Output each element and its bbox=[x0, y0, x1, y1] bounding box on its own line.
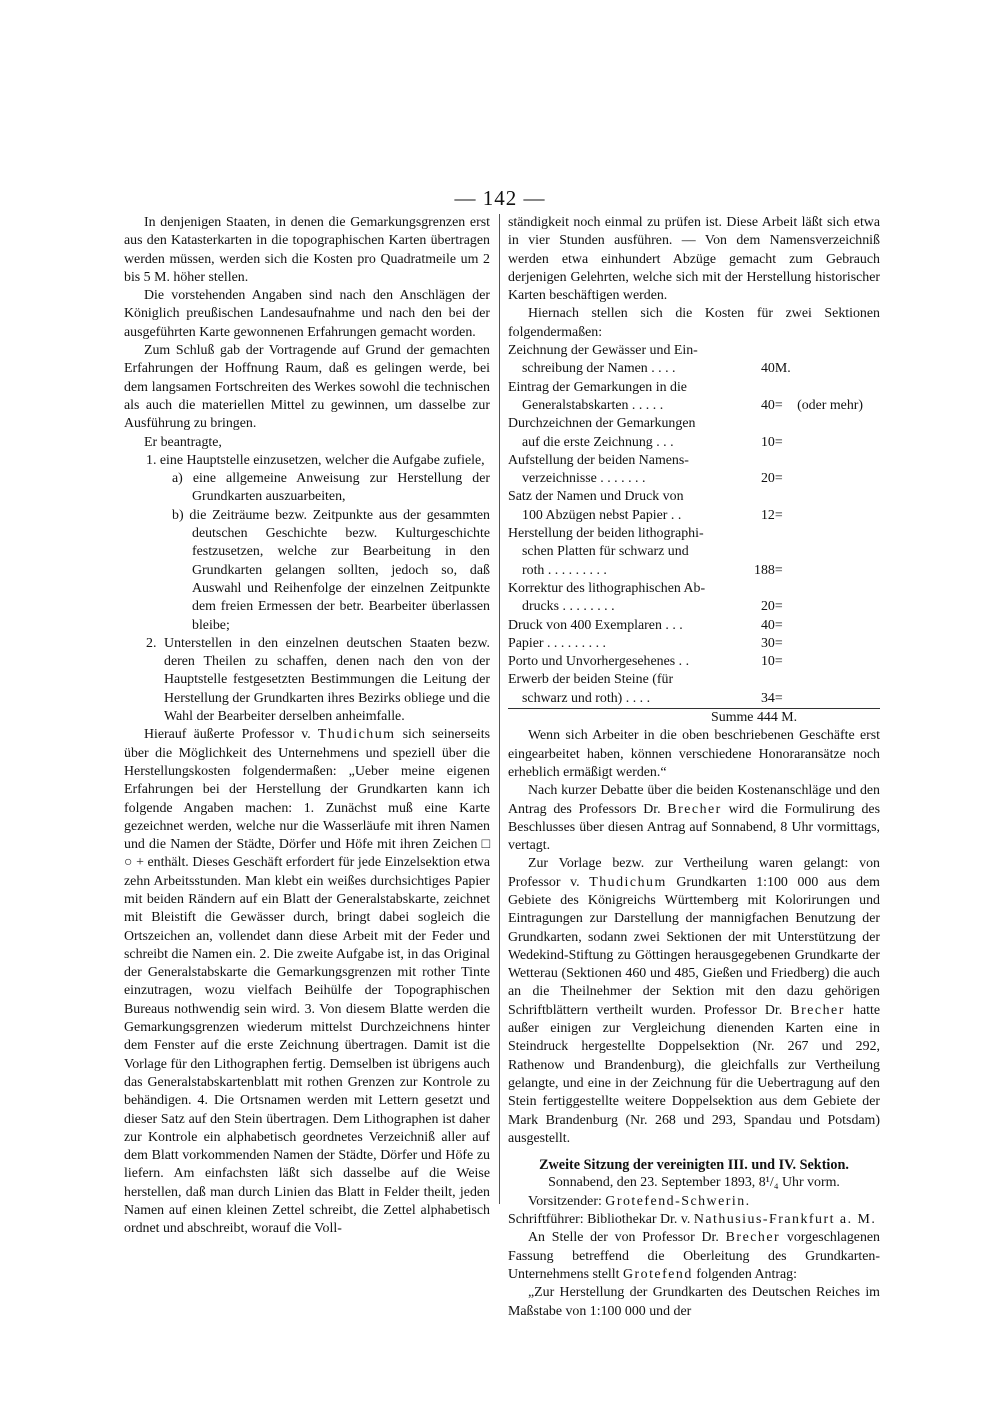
cost-row bbox=[508, 635, 880, 653]
paragraph: Er beantragte, bbox=[144, 434, 222, 450]
text-run: Vorsitzender: bbox=[528, 1193, 606, 1209]
cost-note bbox=[797, 671, 880, 708]
cost-amount: 40 bbox=[760, 397, 775, 413]
cost-amount: 34 bbox=[760, 690, 775, 706]
cost-amount: 20 bbox=[760, 471, 775, 487]
cost-description-line: schreibung der Namen . . . . bbox=[522, 361, 676, 377]
cost-unit: = bbox=[774, 471, 783, 487]
cost-unit: = bbox=[774, 654, 783, 670]
cost-amount: 20 bbox=[760, 599, 775, 615]
cost-unit: M. bbox=[774, 361, 791, 377]
cost-description-line: Korrektur des lithographischen Ab- bbox=[508, 580, 706, 596]
list-subitem: a) eine allgemeine Anweisung zur Herstellung der Grundkarten auszuarbeiten, bbox=[172, 471, 490, 505]
text-run: vorgeschlagenen Fassung betreffend die Oberleitung des Grundkarten-Unternehmens stellt bbox=[508, 1230, 880, 1282]
cost-row bbox=[508, 415, 880, 452]
date-line: Sonnabend, den 23. September 1893, 8¹/₄ Uhr vorm. bbox=[548, 1175, 840, 1191]
person-name: Grotefend bbox=[622, 1266, 693, 1282]
text-run: Nach kurzer Debatte über die beiden Kostenanschläge und den Antrag des Professors Dr. bbox=[508, 783, 880, 817]
cost-description bbox=[508, 525, 741, 580]
cost-amount: 12 bbox=[760, 507, 775, 523]
person-name: Nathusius-Frankfurt a. M. bbox=[693, 1212, 877, 1228]
cost-description-line: 100 Abzügen nebst Papier . . bbox=[522, 507, 682, 523]
cost-description-line: Aufstellung der beiden Namens- bbox=[508, 452, 689, 468]
paragraph: ständigkeit noch einmal zu prüfen ist. Diese Arbeit läßt sich etwa in vier Stunden ausführen. — Von dem Namensverzeichniß werden etwa einhundert Abzüge gemacht zum Gebrauch derjenigen Gelehrten, welche sich mit der Herstellung historischer Karten beschäftigen werden. bbox=[508, 215, 880, 304]
column-divider bbox=[499, 214, 500, 1204]
cost-description-line: Herstellung der beiden lithographi- bbox=[508, 526, 704, 542]
paragraph bbox=[508, 782, 880, 855]
paragraph bbox=[508, 1229, 880, 1284]
cost-description bbox=[508, 617, 741, 635]
cost-description bbox=[508, 671, 741, 708]
cost-row bbox=[508, 617, 880, 635]
cost-row bbox=[508, 525, 880, 580]
person-name: Grotefend-Schwerin. bbox=[605, 1193, 751, 1209]
cost-description-line: roth . . . . . . . . . bbox=[522, 562, 607, 578]
text-run: Grundkarten 1:100 000 aus dem Gebiete des Königreichs Württemberg mit Kolorirungen und Eintragungen zur Darstellung der mannigfachen Benutzung der Grundkarten, sodann zwei Sektionen der mit Unterstützung der Wedekind-Stiftung zu Göttingen herausgegebenen Grundkarte der Wetterau (Sektionen 460 und 485, Gießen und Friedberg) die auch an die Theilnehmer der Sektion mit den dazu gehörigen Schriftblättern vertheilt wurden. Professor Dr. bbox=[508, 874, 880, 1018]
cost-amount: 30 bbox=[760, 635, 775, 651]
cost-description-line: verzeichnisse . . . . . . . bbox=[522, 471, 646, 487]
cost-unit: = bbox=[774, 434, 783, 450]
cost-row bbox=[508, 452, 880, 489]
cost-description-line: drucks . . . . . . . . bbox=[522, 599, 615, 615]
cost-note bbox=[797, 488, 880, 525]
person-name: Brecher bbox=[667, 801, 722, 817]
cost-unit: = bbox=[774, 617, 783, 633]
list-item: 2. Unterstellen in den einzelnen deutschen Staaten bezw. deren Theilen zu schaffen, denen nach den von der Hauptstelle festgesetzten Bestimmungen die Leitung der Herstellung der Grundkarten ihres Bezirks obliege und die Wahl der Bearbeiter derselben anheimfalle. bbox=[146, 635, 490, 725]
paragraph: Hiernach stellen sich die Kosten für zwei Sektionen folgendermaßen: bbox=[508, 306, 880, 340]
text-run: Zur Vorlage bezw. zur Vertheilung waren gelangt: von Professor v. bbox=[508, 856, 880, 890]
text-run: hatte außer einigen zur Vergleichung dienenden Karten eine in Steindruck hergestellte Doppelsektion (Nr. 267 und 292, Rathenow und Brandenburg), die gleichfalls zur Vertheilung gelangte, und eine in der Zeichnung für die Uebertragung auf den Stein fertiggestellte weitere Doppelsektion aus dem Gebiete der Mark Brandenburg (Nr. 268 und 293, Spandau und Potsdam) ausgestellt. bbox=[508, 1002, 880, 1146]
cost-description-line: Durchzeichnen der Gemarkungen bbox=[508, 416, 696, 432]
chair-line bbox=[508, 1193, 880, 1211]
cost-note bbox=[797, 415, 880, 452]
cost-amount: 10 bbox=[760, 654, 775, 670]
paragraph: Wenn sich Arbeiter in die oben beschriebenen Geschäfte erst eingearbeitet haben, können verschiedene Honoraransätze noch erheblich ermäßigt werden.“ bbox=[508, 728, 880, 780]
cost-amount: 40 bbox=[760, 361, 775, 377]
cost-unit: = bbox=[774, 599, 783, 615]
cost-row bbox=[508, 379, 880, 416]
cost-row bbox=[508, 488, 880, 525]
cost-row bbox=[508, 342, 880, 379]
page-number: — 142 — bbox=[454, 186, 546, 210]
person-name: Thudichum bbox=[317, 727, 396, 743]
cost-description bbox=[508, 452, 741, 489]
cost-note: (oder mehr) bbox=[797, 397, 864, 413]
cost-note bbox=[797, 653, 880, 671]
cost-description bbox=[508, 415, 741, 452]
cost-table-body bbox=[508, 342, 880, 708]
cost-unit: = bbox=[774, 397, 783, 413]
cost-description-line: Generalstabskarten . . . . . bbox=[522, 397, 664, 413]
cost-note bbox=[797, 525, 880, 580]
cost-description bbox=[508, 635, 741, 653]
cost-note bbox=[797, 617, 880, 635]
cost-note bbox=[797, 635, 880, 653]
cost-note bbox=[797, 580, 880, 617]
cost-description-line: Porto und Unvorhergesehenes . . bbox=[508, 654, 690, 670]
cost-description-line: Satz der Namen und Druck von bbox=[508, 489, 684, 505]
list-subitem: b) die Zeiträume bezw. Zeitpunkte aus der gesammten deutschen Geschichte bezw. Kulturgeschichte festzusetzen, welche zur Bearbeitung in den Grundkarten gelangen sollten, jedoch so, daß Auswahl und Reihenfolge der einzelnen Zeitpunkte dem freien Ermessen der betr. Bearbeiter überlassen bleibe; bbox=[172, 507, 490, 633]
cost-description bbox=[508, 379, 741, 416]
text-run: folgenden Antrag: bbox=[692, 1266, 797, 1282]
cost-unit: = bbox=[774, 507, 783, 523]
cost-row bbox=[508, 580, 880, 617]
cost-sum-row bbox=[508, 709, 880, 728]
right-column bbox=[508, 214, 880, 1321]
cost-description-line: Druck von 400 Exemplaren . . . bbox=[508, 617, 683, 633]
secretary-line bbox=[508, 1211, 880, 1229]
cost-unit: = bbox=[774, 690, 783, 706]
text-run: wird die Formulirung des Beschlusses über diesen Antrag auf Sonnabend, 8 Uhr vormittags, vertagt. bbox=[508, 801, 880, 854]
left-column bbox=[124, 214, 490, 1239]
paragraph bbox=[508, 855, 880, 1148]
cost-table bbox=[508, 342, 880, 727]
cost-row bbox=[508, 653, 880, 671]
cost-description bbox=[508, 580, 741, 617]
person-name: Thudichum bbox=[589, 874, 667, 890]
cost-note bbox=[797, 452, 880, 489]
cost-description-line: Eintrag der Gemarkungen in die bbox=[508, 379, 687, 395]
cost-description-line: schwarz und roth) . . . . bbox=[522, 690, 651, 706]
section-heading: Zweite Sitzung der vereinigten III. und IV. Sektion. bbox=[539, 1157, 849, 1174]
cost-description-line: Zeichnung der Gewässer und Ein- bbox=[508, 343, 698, 359]
cost-description-line: Erwerb der beiden Steine (für bbox=[508, 672, 674, 688]
cost-description bbox=[508, 653, 741, 671]
cost-description bbox=[508, 342, 741, 379]
text-run: An Stelle der von Professor Dr. bbox=[528, 1230, 726, 1246]
cost-description-line: schen Platten für schwarz und bbox=[522, 544, 689, 560]
paragraph bbox=[124, 726, 490, 1238]
cost-amount: 10 bbox=[760, 434, 775, 450]
person-name: Brecher bbox=[725, 1230, 781, 1246]
text-run: Hierauf äußerte Professor v. bbox=[144, 727, 318, 743]
cost-unit: = bbox=[774, 635, 783, 651]
cost-amount: 40 bbox=[760, 617, 775, 633]
cost-note bbox=[797, 342, 880, 379]
cost-sum: Summe 444 M. bbox=[508, 709, 797, 728]
cost-row bbox=[508, 671, 880, 708]
cost-unit: = bbox=[774, 562, 783, 578]
person-name: Brecher bbox=[790, 1002, 845, 1018]
text-run: Schriftführer: Bibliothekar Dr. v. bbox=[508, 1212, 694, 1228]
cost-description-line: Papier . . . . . . . . . bbox=[508, 635, 606, 651]
paragraph: „Zur Herstellung der Grundkarten des Deutschen Reiches im Maßstabe von 1:100 000 und der bbox=[508, 1285, 880, 1319]
text-run: sich seinerseits über die Möglichkeit des Unternehmens und speziell über die Herstellungskosten folgendermaßen: „Ueber meine eigenen Erfahrungen bei der Herstellung der Grundkarten kann ich folgende Angaben machen: 1. Zunächst muß eine Karte gezeichnet werden, welche nur die Wasserläufe mit ihren Namen und die Namen der Städte, Dörfer und Höfe mit ihren Zeichen □ ○ + enthält. Dieses Geschäft erfordert für jede Einzelsektion etwa zehn Arbeitsstunden. Man klebt ein weißes durchsichtiges Papier mit beiden Rändern auf ein Blatt der Generalstabskarte, zeichnet mit Bleistift die Gewässer durch, bringt dabei sogleich die Ortszeichen an, vollendet dann diese Arbeit mit der Feder und schreibt die Namen ein. 2. Die zweite Aufgabe ist, in das Original der Generalstabskarte die Gemarkungsgrenzen mit rother Tinte einzutragen, wozu vielfach Beihülfe der Topographischen Bureaus nothwendig sein wird. 3. Von diesem Blatte werden die Gemarkungsgrenzen wiederum mittelst Durchzeichnens hinter dem Fenster auf die erste Zeichnung übertragen. Damit ist die Vorlage für den Lithographen fertig. Demselben ist übrigens auch das Generalstabskartenblatt mit rothen Grenzen zur Kontrole zu behändigen. 4. Die Ortsnamen werden mit Lettern gesetzt und dieser Satz auf den Stein übertragen. Dem Lithographen ist daher zur Kontrole ein alphabetisch geordnetes Verzeichniß aller auf dem Blatt vorkommenden Namen der Städte, Dörfer und Höfe zu liefern. Am einfachsten läßt sich dasselbe auf die Weise herstellen, daß man durch Linien das Blatt in Felder theilt, jeden Namen auf einen kleinen Zettel schreibt, die Zettel alphabetisch ordnet und abschreibt, worauf die Voll- bbox=[124, 727, 491, 1237]
cost-amount: 188 bbox=[754, 562, 775, 578]
paragraph: Zum Schluß gab der Vortragende auf Grund der gemachten Erfahrungen der Hoffnung Raum, daß es gelingen werde, bei dem langsamen Fortschreiten des Werkes sowohl die technischen als auch die materiellen Mittel zu gewinnen, um dasselbe zur Ausführung zu bringen. bbox=[124, 343, 490, 432]
cost-description-line: auf die erste Zeichnung . . . bbox=[522, 434, 674, 450]
paragraph: Die vorstehenden Angaben sind nach den Anschlägen der Königlich preußischen Landesaufnahme und nach den bei der ausgeführten Karte gewonnenen Erfahrungen gemacht worden. bbox=[124, 288, 490, 340]
paragraph: In denjenigen Staaten, in denen die Gemarkungsgrenzen erst aus den Katasterkarten in die topographischen Karten übertragen werden müssen, werden sich die Kosten pro Quadratmeile um 2 bis 5 M. höher stellen. bbox=[124, 215, 490, 285]
list-item: 1. eine Hauptstelle einzusetzen, welcher die Aufgabe zufiele, bbox=[146, 452, 485, 468]
cost-description bbox=[508, 488, 741, 525]
